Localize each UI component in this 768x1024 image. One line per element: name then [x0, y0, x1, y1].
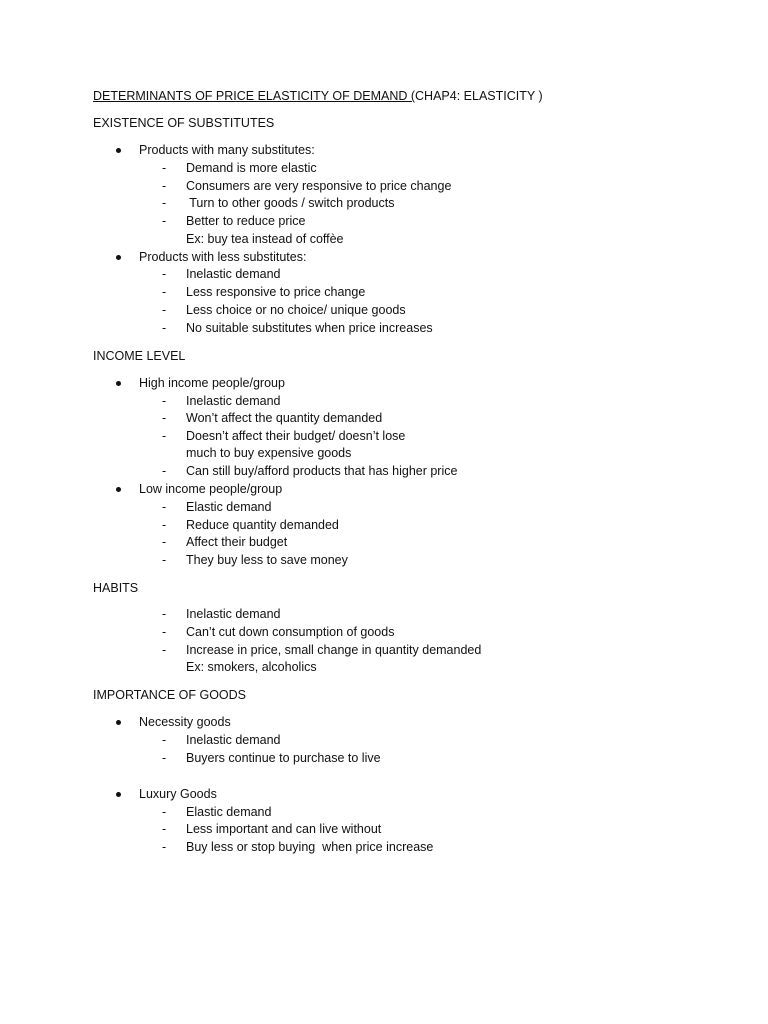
example-line: Ex: smokers, alcoholics [186, 660, 317, 674]
list-item: They buy less to save money [186, 553, 348, 567]
list-item: Reduce quantity demanded [186, 518, 339, 532]
bullet-label-many-substitutes: Products with many substitutes: [139, 143, 315, 157]
list-item: Turn to other goods / switch products [186, 196, 395, 210]
bullet-label-luxury: Luxury Goods [139, 787, 217, 801]
dash-marker: - [162, 733, 167, 747]
bullet-icon [116, 148, 121, 153]
dash-marker: - [162, 822, 167, 836]
bullet-label-low-income: Low income people/group [139, 482, 283, 496]
dash-marker: - [162, 625, 167, 639]
list-item: Elastic demand [186, 805, 272, 819]
bullet-icon [116, 487, 121, 492]
dash-marker: - [162, 285, 167, 299]
bullet-icon [116, 792, 121, 797]
example-line: Ex: buy tea instead of coffèe [186, 232, 344, 246]
list-item: Demand is more elastic [186, 161, 317, 175]
bullet-label-less-substitutes: Products with less substitutes: [139, 250, 307, 264]
list-item: Inelastic demand [186, 607, 281, 621]
bullet-icon [116, 720, 121, 725]
list-item: Less important and can live without [186, 822, 382, 836]
list-item: Elastic demand [186, 500, 272, 514]
bullet-icon [116, 255, 121, 260]
list-item: Less choice or no choice/ unique goods [186, 303, 406, 317]
dash-marker: - [162, 321, 167, 335]
dash-marker: - [162, 751, 167, 765]
title-rest: CHAP4: ELASTICITY ) [415, 89, 543, 103]
dash-marker: - [162, 607, 167, 621]
list-item: Can’t cut down consumption of goods [186, 625, 395, 639]
dash-marker: - [162, 643, 167, 657]
dash-marker: - [162, 429, 167, 443]
section-heading-importance: IMPORTANCE OF GOODS [93, 688, 247, 702]
bullet-label-necessity: Necessity goods [139, 715, 231, 729]
dash-marker: - [162, 464, 167, 478]
list-item: Inelastic demand [186, 267, 281, 281]
dash-marker: - [162, 303, 167, 317]
list-item: No suitable substitutes when price increases [186, 321, 433, 335]
list-item: Inelastic demand [186, 394, 281, 408]
section-heading-habits: HABITS [93, 581, 139, 595]
dash-marker: - [162, 535, 167, 549]
dash-marker: - [162, 518, 167, 532]
dash-marker: - [162, 179, 167, 193]
list-item: Better to reduce price [186, 214, 306, 228]
bullet-icon [116, 381, 121, 386]
title-underlined: DETERMINANTS OF PRICE ELASTICITY OF DEMAND ( [93, 89, 416, 103]
document-title [93, 89, 543, 104]
list-item: Less responsive to price change [186, 285, 366, 299]
dash-marker: - [162, 553, 167, 567]
list-item: Consumers are very responsive to price change [186, 179, 452, 193]
bullet-label-high-income: High income people/group [139, 376, 285, 390]
list-item: Increase in price, small change in quantity demanded [186, 643, 482, 657]
list-item: Affect their budget [186, 535, 288, 549]
section-heading-substitutes: EXISTENCE OF SUBSTITUTES [93, 116, 275, 130]
list-item: Can still buy/afford products that has higher price [186, 464, 458, 478]
section-heading-income: INCOME LEVEL [93, 349, 186, 363]
list-item: Buyers continue to purchase to live [186, 751, 381, 765]
dash-marker: - [162, 161, 167, 175]
dash-marker: - [162, 267, 167, 281]
dash-marker: - [162, 214, 167, 228]
list-item: Doesn’t affect their budget/ doesn’t lose [186, 429, 406, 443]
list-item: Inelastic demand [186, 733, 281, 747]
list-item: Buy less or stop buying when price increase [186, 840, 434, 854]
dash-marker: - [162, 500, 167, 514]
dash-marker: - [162, 394, 167, 408]
dash-marker: - [162, 840, 167, 854]
dash-marker: - [162, 196, 167, 210]
list-item: Won’t affect the quantity demanded [186, 411, 383, 425]
dash-marker: - [162, 411, 167, 425]
continuation-line: much to buy expensive goods [186, 446, 352, 460]
dash-marker: - [162, 805, 167, 819]
